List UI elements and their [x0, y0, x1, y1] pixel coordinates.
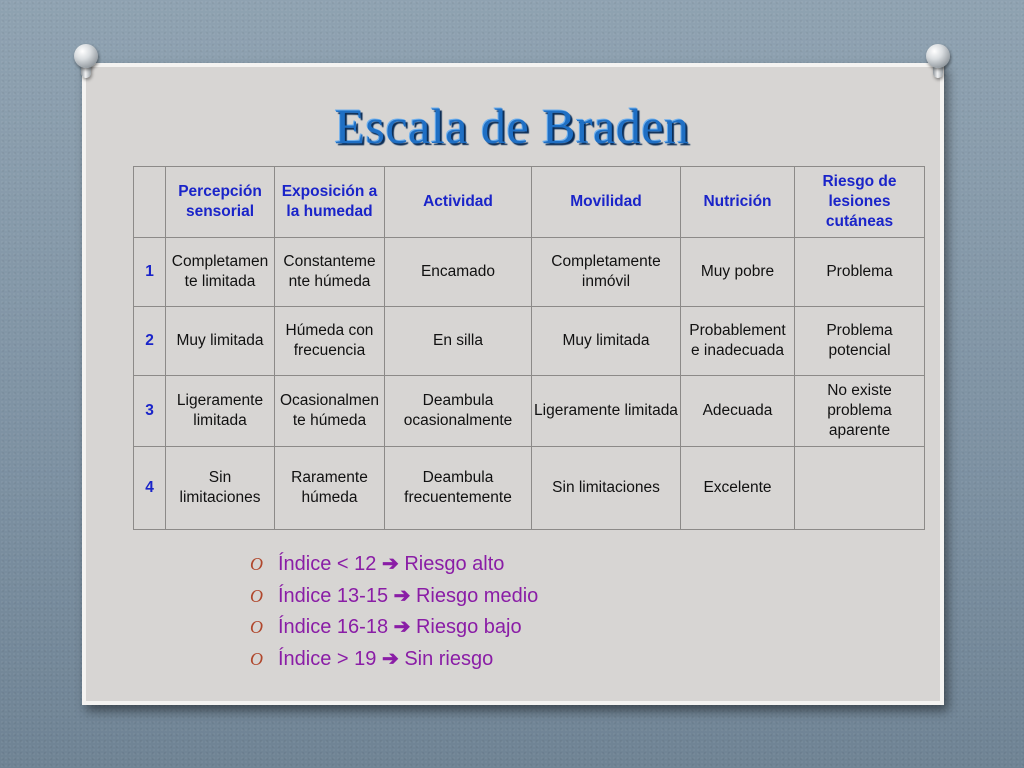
table-header-row: [134, 167, 925, 238]
table-cell: Completamente inmóvil: [532, 238, 681, 307]
index-label: Índice < 12: [278, 553, 377, 575]
table-cell: Encamado: [385, 238, 532, 307]
table-cell: Muy limitada: [166, 307, 275, 376]
bullet-marker: O: [250, 617, 263, 637]
table-row: [134, 307, 925, 376]
table-cell: Ocasionalmen te húmeda: [275, 376, 385, 447]
risk-index-list: [250, 549, 538, 675]
table-row: [134, 447, 925, 530]
row-number: 2: [134, 307, 166, 376]
push-pin-icon: [72, 44, 100, 82]
index-label: Índice 13-15: [278, 584, 389, 607]
bullet-marker: O: [250, 585, 263, 606]
risk-result: Riesgo alto: [404, 553, 505, 575]
table-cell: Ligeramente limitada: [166, 376, 275, 447]
table-cell: Problema: [795, 238, 925, 307]
table-cell: Probablement e inadecuada: [681, 307, 795, 376]
table-cell: Adecuada: [681, 376, 795, 447]
table-cell: Sin limitaciones: [166, 447, 275, 530]
risk-result: Riesgo medio: [415, 584, 539, 607]
bullet-marker: O: [250, 648, 263, 669]
table-cell: Problema potencial: [795, 307, 925, 376]
header-cell: Nutrición: [681, 167, 795, 238]
header-cell: Riesgo de lesiones cutáneas: [795, 167, 925, 238]
slide-title: Escala de Braden: [334, 98, 690, 154]
table-cell: Completamen te limitada: [166, 238, 275, 307]
header-cell: Movilidad: [532, 167, 681, 238]
table-cell: Ligeramente limitada: [532, 376, 681, 447]
index-label: Índice > 19: [278, 647, 377, 670]
table-cell: Deambula ocasionalmente: [385, 376, 532, 447]
row-number: 1: [134, 238, 166, 307]
table-cell: Deambula frecuentemente: [385, 447, 532, 530]
header-cell: [134, 167, 166, 238]
table-row: [134, 238, 925, 307]
list-item: [250, 581, 538, 613]
table-row: [134, 376, 925, 447]
risk-result: Riesgo bajo: [415, 616, 522, 638]
bullet-marker: O: [250, 554, 263, 574]
index-label: Índice 16-18: [278, 616, 389, 638]
braden-scale-table: [133, 166, 925, 530]
table-cell: Sin limitaciones: [532, 447, 681, 530]
header-cell: Exposición a la humedad: [275, 167, 385, 238]
table-cell: Muy pobre: [681, 238, 795, 307]
table-cell: [795, 447, 925, 530]
list-item: [250, 612, 538, 644]
arrow-icon: ➔: [381, 647, 399, 670]
row-number: 3: [134, 376, 166, 447]
arrow-icon: ➔: [381, 553, 399, 575]
table-cell: Excelente: [681, 447, 795, 530]
table-cell: No existe problema aparente: [795, 376, 925, 447]
header-cell: Actividad: [385, 167, 532, 238]
list-item: [250, 644, 538, 676]
risk-result: Sin riesgo: [404, 647, 494, 670]
table-cell: Raramente húmeda: [275, 447, 385, 530]
row-number: 4: [134, 447, 166, 530]
arrow-icon: ➔: [393, 584, 411, 607]
push-pin-icon: [924, 44, 952, 82]
table-cell: En silla: [385, 307, 532, 376]
table-cell: Húmeda con frecuencia: [275, 307, 385, 376]
table-cell: Constanteme nte húmeda: [275, 238, 385, 307]
list-item: [250, 549, 538, 581]
header-cell: Percepción sensorial: [166, 167, 275, 238]
arrow-icon: ➔: [393, 616, 411, 638]
table-cell: Muy limitada: [532, 307, 681, 376]
